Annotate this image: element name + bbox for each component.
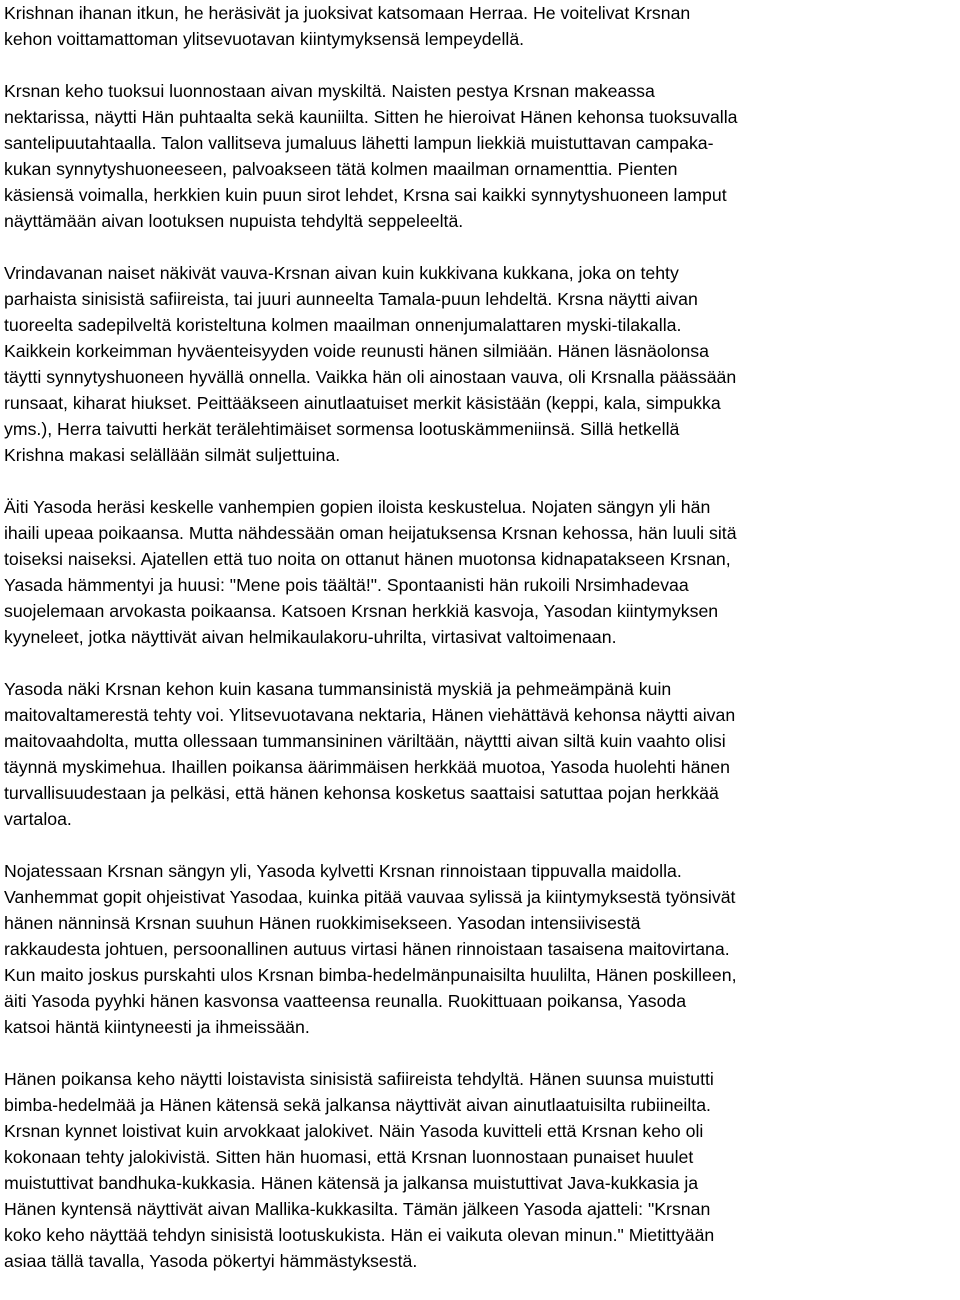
text-line: kyyneleet, jotka näyttivät aivan helmikaulakoru-uhrilta, virtasivat valtoimenaan.: [4, 627, 617, 647]
text-line: hänen nänninsä Krsnan suuhun Hänen ruokkimisekseen. Yasodan intensiivisestä: [4, 913, 641, 933]
text-line: Hänen kyntensä näyttivät aivan Mallika-kukkasilta. Tämän jälkeen Yasoda ajatteli: "Krsnan: [4, 1199, 711, 1219]
paragraph-4: [4, 494, 958, 650]
text-line: kukan synnytyshuoneeseen, palvoakseen tätä kolmen maailman ornamenttia. Pienten: [4, 159, 678, 179]
text-line: yms.), Herra taivutti herkät terälehtimäiset sormensa lootuskämmeniinsä. Sillä hetkellä: [4, 419, 680, 439]
text-line: täynnä myskimehua. Ihaillen poikansa äärimmäisen herkkää muotoa, Yasoda huolehti hänen: [4, 757, 730, 777]
paragraph-3: [4, 260, 958, 468]
text-line: Vrindavanan naiset näkivät vauva-Krsnan aivan kuin kukkivana kukkana, joka on tehty: [4, 263, 679, 283]
text-line: Hänen poikansa keho näytti loistavista sinisistä safiireista tehdyltä. Hänen suunsa muistutti: [4, 1069, 714, 1089]
text-line: bimba-hedelmää ja Hänen kätensä sekä jalkansa näyttivät aivan ainutlaatuisilta rubiineilta.: [4, 1095, 711, 1115]
paragraph-6: [4, 858, 958, 1040]
text-line: Kaikkein korkeimman hyväenteisyyden voide reunusti hänen silmiään. Hänen läsnäolonsa: [4, 341, 709, 361]
text-line: äiti Yasoda pyyhki hänen kasvonsa vaatteensa reunalla. Ruokittuaan poikansa, Yasoda: [4, 991, 687, 1011]
text-line: Krishnan ihanan itkun, he heräsivät ja juoksivat katsomaan Herraa. He voitelivat Krsnan: [4, 3, 691, 23]
text-line: tuoreelta sadepilveltä koristeltuna kolmen maailman onnenjumalattaren myski-tilakalla.: [4, 315, 682, 335]
text-line: muistuttivat bandhuka-kukkasia. Hänen kätensä ja jalkansa muistuttivat Java-kukkasia ja: [4, 1173, 699, 1193]
text-line: suojelemaan arvokasta poikaansa. Katsoen Krsnan herkkiä kasvoja, Yasodan kiintymyksen: [4, 601, 719, 621]
text-line: Krsnan keho tuoksui luonnostaan aivan myskiltä. Naisten pestya Krsnan makeassa: [4, 81, 655, 101]
text-line: Yasoda näki Krsnan kehon kuin kasana tummansinistä myskiä ja pehmeämpänä kuin: [4, 679, 672, 699]
text-line: Kun maito joskus purskahti ulos Krsnan bimba-hedelmänpunaisilta huulilta, Hänen poskilleen,: [4, 965, 737, 985]
text-line: toiseksi naiseksi. Ajatellen että tuo noita on ottanut hänen muotonsa kidnapatakseen Krsnan,: [4, 549, 731, 569]
text-line: Krishna makasi selällään silmät suljettuina.: [4, 445, 341, 465]
text-line: vartaloa.: [4, 809, 72, 829]
text-line: asiaa tällä tavalla, Yasoda pökertyi hämmästyksestä.: [4, 1251, 418, 1271]
text-line: näyttämään aivan lootuksen nupuista tehdyltä seppeleeltä.: [4, 211, 464, 231]
text-line: parhaista sinisistä safiireista, tai juuri aunneelta Tamala-puun lehdeltä. Krsna näytti aivan: [4, 289, 698, 309]
text-line: kehon voittamattoman ylitsevuotavan kiintymyksensä lempeydellä.: [4, 29, 525, 49]
text-line: katsoi häntä kiintyneesti ja ihmeissään.: [4, 1017, 310, 1037]
text-line: santelipuutahtaalla. Talon vallitseva jumaluus lähetti lampun liekkiä muistuttavan campaka-: [4, 133, 714, 153]
text-line: rakkaudesta johtuen, persoonallinen autuus virtasi hänen rinnoistaan tasaisena maitovirtana.: [4, 939, 730, 959]
paragraph-1: [4, 0, 958, 52]
text-line: ihaili upeaa poikaansa. Mutta nähdessään oman heijatuksensa Krsnan kehossa, hän luuli sitä: [4, 523, 737, 543]
text-line: Yasada hämmentyi ja huusi: "Mene pois täältä!". Spontaanisti hän rukoili Nrsimhadevaa: [4, 575, 689, 595]
text-line: käsiensä voimalla, herkkien kuin puun sirot lehdet, Krsna sai kaikki synnytyshuoneen lamput: [4, 185, 727, 205]
paragraph-5: [4, 676, 958, 832]
document-page: [4, 0, 958, 1300]
text-line: runsaat, kiharat hiukset. Peittääkseen ainutlaatuiset merkit käsistään (keppi, kala, simpukka: [4, 393, 721, 413]
text-line: koko keho näyttää tehdyn sinisistä lootuskukista. Hän ei vaikuta olevan minun." Mietittyään: [4, 1225, 715, 1245]
text-line: Vanhemmat gopit ohjeistivat Yasodaa, kuinka pitää vauvaa sylissä ja kiintymyksestä työnsivät: [4, 887, 736, 907]
text-line: Äiti Yasoda heräsi keskelle vanhempien gopien iloista keskustelua. Nojaten sängyn yli hän: [4, 497, 711, 517]
paragraph-2: [4, 78, 958, 234]
text-line: täytti synnytyshuoneen hyvällä onnella. Vaikka hän oli ainostaan vauva, oli Krsnalla päässään: [4, 367, 737, 387]
text-line: maitovaahdolta, mutta ollessaan tummansininen väriltään, näyttti aivan siltä kuin vaahto olisi: [4, 731, 726, 751]
text-line: Krsnan kynnet loistivat kuin arvokkaat jalokivet. Näin Yasoda kuvitteli että Krsnan keho oli: [4, 1121, 704, 1141]
text-line: nektarissa, näytti Hän puhtaalta sekä kauniilta. Sitten he hieroivat Hänen kehonsa tuoksuvalla: [4, 107, 738, 127]
text-line: maitovaltamerestä tehty voi. Ylitsevuotavana nektaria, Hänen viehättävä kehonsa näytti aivan: [4, 705, 736, 725]
text-line: Nojatessaan Krsnan sängyn yli, Yasoda kylvetti Krsnan rinnoistaan tippuvalla maidolla.: [4, 861, 682, 881]
text-line: kokonaan tehty jalokivistä. Sitten hän huomasi, että Krsnan luonnostaan punaiset huulet: [4, 1147, 694, 1167]
text-line: turvallisuudestaan ja pelkäsi, että hänen kehonsa kosketus saattaisi satuttaa pojan herkkää: [4, 783, 719, 803]
paragraph-7: [4, 1066, 958, 1274]
